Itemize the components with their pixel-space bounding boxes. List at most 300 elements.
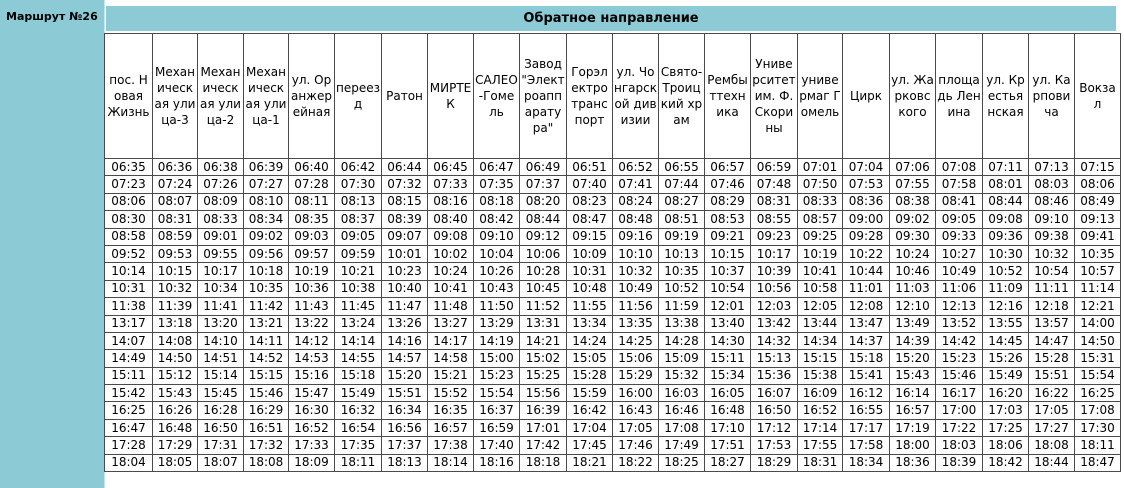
departure-time-cell: 17:10 bbox=[705, 419, 751, 436]
departure-time-cell: 09:52 bbox=[105, 245, 153, 262]
departure-time-cell: 17:51 bbox=[705, 437, 751, 454]
departure-time-cell: 13:49 bbox=[890, 315, 936, 332]
departure-time-cell: 10:52 bbox=[983, 263, 1029, 280]
departure-time-cell: 07:41 bbox=[613, 176, 659, 193]
departure-time-cell: 15:00 bbox=[474, 350, 520, 367]
departure-time-cell: 15:38 bbox=[798, 367, 843, 384]
departure-time-cell: 07:04 bbox=[843, 159, 890, 176]
departure-time-cell: 10:45 bbox=[520, 280, 567, 297]
departure-time-cell: 07:48 bbox=[751, 176, 798, 193]
departure-time-cell: 16:34 bbox=[382, 402, 428, 419]
departure-time-cell: 18:31 bbox=[798, 454, 843, 471]
departure-time-cell: 10:26 bbox=[474, 263, 520, 280]
departure-time-cell: 09:00 bbox=[843, 211, 890, 228]
departure-time-cell: 18:47 bbox=[1075, 454, 1121, 471]
departure-time-cell: 09:07 bbox=[382, 228, 428, 245]
departure-time-cell: 11:42 bbox=[244, 298, 289, 315]
departure-time-cell: 17:28 bbox=[105, 437, 153, 454]
departure-time-cell: 09:02 bbox=[890, 211, 936, 228]
route-label-cell bbox=[0, 0, 105, 488]
departure-time-cell: 15:43 bbox=[153, 385, 198, 402]
departure-time-cell: 15:43 bbox=[890, 367, 936, 384]
departure-time-cell: 15:47 bbox=[289, 385, 335, 402]
departure-time-cell: 18:11 bbox=[1075, 437, 1121, 454]
departure-time-cell: 17:49 bbox=[659, 437, 705, 454]
departure-time-cell: 16:25 bbox=[1075, 385, 1121, 402]
departure-time-cell: 10:14 bbox=[105, 263, 153, 280]
table-row bbox=[105, 437, 1121, 454]
departure-time-cell: 14:51 bbox=[198, 350, 244, 367]
departure-time-cell: 17:55 bbox=[798, 437, 843, 454]
departure-time-cell: 09:59 bbox=[335, 245, 382, 262]
departure-time-cell: 14:47 bbox=[1029, 332, 1075, 349]
departure-time-cell: 09:19 bbox=[659, 228, 705, 245]
departure-time-cell: 15:23 bbox=[936, 350, 983, 367]
departure-time-cell: 10:52 bbox=[659, 280, 705, 297]
departure-time-cell: 11:48 bbox=[428, 298, 474, 315]
departure-time-cell: 13:38 bbox=[659, 315, 705, 332]
departure-time-cell: 13:57 bbox=[1029, 315, 1075, 332]
departure-time-cell: 17:08 bbox=[1075, 402, 1121, 419]
departure-time-cell: 18:16 bbox=[474, 454, 520, 471]
departure-time-cell: 14:19 bbox=[474, 332, 520, 349]
departure-time-cell: 11:38 bbox=[105, 298, 153, 315]
departure-time-cell: 15:52 bbox=[428, 385, 474, 402]
departure-time-cell: 07:44 bbox=[659, 176, 705, 193]
departure-time-cell: 15:18 bbox=[843, 350, 890, 367]
departure-time-cell: 10:41 bbox=[798, 263, 843, 280]
departure-time-cell: 13:52 bbox=[936, 315, 983, 332]
departure-time-cell: 08:55 bbox=[751, 211, 798, 228]
departure-time-cell: 08:16 bbox=[428, 193, 474, 210]
departure-time-cell: 17:00 bbox=[936, 402, 983, 419]
departure-time-cell: 06:39 bbox=[244, 159, 289, 176]
departure-time-cell: 14:25 bbox=[613, 332, 659, 349]
departure-time-cell: 14:16 bbox=[382, 332, 428, 349]
departure-time-cell: 14:37 bbox=[843, 332, 890, 349]
departure-time-cell: 07:27 bbox=[244, 176, 289, 193]
departure-time-cell: 09:21 bbox=[705, 228, 751, 245]
departure-time-cell: 18:09 bbox=[289, 454, 335, 471]
stop-header: Ратон bbox=[382, 34, 428, 159]
departure-time-cell: 17:30 bbox=[1075, 419, 1121, 436]
departure-time-cell: 08:20 bbox=[520, 193, 567, 210]
departure-time-cell: 06:57 bbox=[705, 159, 751, 176]
departure-time-cell: 10:35 bbox=[1075, 245, 1121, 262]
schedule-body bbox=[105, 159, 1121, 472]
departure-time-cell: 14:34 bbox=[798, 332, 843, 349]
departure-time-cell: 10:44 bbox=[843, 263, 890, 280]
departure-time-cell: 10:35 bbox=[659, 263, 705, 280]
table-row bbox=[105, 315, 1121, 332]
departure-time-cell: 15:32 bbox=[659, 367, 705, 384]
departure-time-cell: 17:05 bbox=[613, 419, 659, 436]
departure-time-cell: 14:17 bbox=[428, 332, 474, 349]
departure-time-cell: 08:31 bbox=[751, 193, 798, 210]
departure-time-cell: 08:09 bbox=[198, 193, 244, 210]
departure-time-cell: 18:05 bbox=[153, 454, 198, 471]
departure-time-cell: 10:54 bbox=[705, 280, 751, 297]
departure-time-cell: 10:19 bbox=[798, 245, 843, 262]
departure-time-cell: 07:40 bbox=[567, 176, 613, 193]
table-row bbox=[105, 159, 1121, 176]
departure-time-cell: 10:06 bbox=[520, 245, 567, 262]
table-row bbox=[105, 245, 1121, 262]
departure-time-cell: 06:47 bbox=[474, 159, 520, 176]
departure-time-cell: 09:08 bbox=[428, 228, 474, 245]
departure-time-cell: 18:39 bbox=[936, 454, 983, 471]
departure-time-cell: 09:57 bbox=[289, 245, 335, 262]
departure-time-cell: 09:12 bbox=[520, 228, 567, 245]
stop-header: переезд bbox=[335, 34, 382, 159]
departure-time-cell: 18:11 bbox=[335, 454, 382, 471]
departure-time-cell: 13:40 bbox=[705, 315, 751, 332]
departure-time-cell: 13:20 bbox=[198, 315, 244, 332]
departure-time-cell: 16:05 bbox=[705, 385, 751, 402]
departure-time-cell: 09:15 bbox=[567, 228, 613, 245]
departure-time-cell: 15:13 bbox=[751, 350, 798, 367]
departure-time-cell: 11:47 bbox=[382, 298, 428, 315]
departure-time-cell: 08:48 bbox=[613, 211, 659, 228]
departure-time-cell: 16:59 bbox=[474, 419, 520, 436]
departure-time-cell: 16:56 bbox=[382, 419, 428, 436]
departure-time-cell: 14:12 bbox=[289, 332, 335, 349]
departure-time-cell: 08:07 bbox=[153, 193, 198, 210]
departure-time-cell: 15:02 bbox=[520, 350, 567, 367]
departure-time-cell: 12:21 bbox=[1075, 298, 1121, 315]
departure-time-cell: 13:31 bbox=[520, 315, 567, 332]
departure-time-cell: 18:18 bbox=[520, 454, 567, 471]
departure-time-cell: 10:35 bbox=[244, 280, 289, 297]
departure-time-cell: 09:10 bbox=[474, 228, 520, 245]
departure-time-cell: 10:37 bbox=[705, 263, 751, 280]
departure-time-cell: 14:57 bbox=[382, 350, 428, 367]
departure-time-cell: 08:46 bbox=[1029, 193, 1075, 210]
departure-time-cell: 10:18 bbox=[244, 263, 289, 280]
direction-header: Обратное направление bbox=[106, 6, 1116, 31]
departure-time-cell: 08:41 bbox=[936, 193, 983, 210]
departure-time-cell: 08:42 bbox=[474, 211, 520, 228]
departure-time-cell: 06:59 bbox=[751, 159, 798, 176]
departure-time-cell: 18:25 bbox=[659, 454, 705, 471]
table-row bbox=[105, 263, 1121, 280]
departure-time-cell: 14:39 bbox=[890, 332, 936, 349]
departure-time-cell: 07:15 bbox=[1075, 159, 1121, 176]
departure-time-cell: 10:01 bbox=[382, 245, 428, 262]
departure-time-cell: 15:05 bbox=[567, 350, 613, 367]
stop-header: ул. Карповича bbox=[1029, 34, 1075, 159]
departure-time-cell: 14:50 bbox=[153, 350, 198, 367]
departure-time-cell: 06:42 bbox=[335, 159, 382, 176]
departure-time-cell: 18:34 bbox=[843, 454, 890, 471]
departure-time-cell: 16:20 bbox=[983, 385, 1029, 402]
departure-time-cell: 10:28 bbox=[520, 263, 567, 280]
departure-time-cell: 18:06 bbox=[983, 437, 1029, 454]
departure-time-cell: 10:02 bbox=[428, 245, 474, 262]
stop-header: ул. Чонгарской дивизии bbox=[613, 34, 659, 159]
departure-time-cell: 09:25 bbox=[798, 228, 843, 245]
departure-time-cell: 10:34 bbox=[198, 280, 244, 297]
departure-time-cell: 15:34 bbox=[705, 367, 751, 384]
departure-time-cell: 06:52 bbox=[613, 159, 659, 176]
departure-time-cell: 14:30 bbox=[705, 332, 751, 349]
departure-time-cell: 16:25 bbox=[105, 402, 153, 419]
departure-time-cell: 08:30 bbox=[105, 211, 153, 228]
departure-time-cell: 11:41 bbox=[198, 298, 244, 315]
departure-time-cell: 17:12 bbox=[751, 419, 798, 436]
departure-time-cell: 10:56 bbox=[751, 280, 798, 297]
departure-time-cell: 17:19 bbox=[890, 419, 936, 436]
departure-time-cell: 08:11 bbox=[289, 193, 335, 210]
departure-time-cell: 18:08 bbox=[1029, 437, 1075, 454]
departure-time-cell: 10:23 bbox=[382, 263, 428, 280]
departure-time-cell: 16:57 bbox=[428, 419, 474, 436]
departure-time-cell: 13:42 bbox=[751, 315, 798, 332]
table-row bbox=[105, 332, 1121, 349]
departure-time-cell: 14:28 bbox=[659, 332, 705, 349]
departure-time-cell: 16:30 bbox=[289, 402, 335, 419]
departure-time-cell: 08:35 bbox=[289, 211, 335, 228]
departure-time-cell: 13:26 bbox=[382, 315, 428, 332]
departure-time-cell: 18:14 bbox=[428, 454, 474, 471]
departure-time-cell: 10:41 bbox=[428, 280, 474, 297]
departure-time-cell: 07:58 bbox=[936, 176, 983, 193]
departure-time-cell: 07:37 bbox=[520, 176, 567, 193]
departure-time-cell: 18:27 bbox=[705, 454, 751, 471]
departure-time-cell: 18:22 bbox=[613, 454, 659, 471]
stop-header: САЛЕО-Гомель bbox=[474, 34, 520, 159]
departure-time-cell: 16:09 bbox=[798, 385, 843, 402]
departure-time-cell: 10:57 bbox=[1075, 263, 1121, 280]
departure-time-cell: 18:08 bbox=[244, 454, 289, 471]
departure-time-cell: 08:03 bbox=[1029, 176, 1075, 193]
departure-time-cell: 11:39 bbox=[153, 298, 198, 315]
departure-time-cell: 07:13 bbox=[1029, 159, 1075, 176]
departure-time-cell: 06:55 bbox=[659, 159, 705, 176]
departure-time-cell: 06:35 bbox=[105, 159, 153, 176]
departure-time-cell: 10:17 bbox=[751, 245, 798, 262]
departure-time-cell: 13:17 bbox=[105, 315, 153, 332]
departure-time-cell: 15:42 bbox=[105, 385, 153, 402]
table-row bbox=[105, 385, 1121, 402]
stop-header-row bbox=[105, 34, 1121, 159]
departure-time-cell: 16:47 bbox=[105, 419, 153, 436]
departure-time-cell: 10:32 bbox=[153, 280, 198, 297]
departure-time-cell: 11:43 bbox=[289, 298, 335, 315]
stop-header: Рембыттехника bbox=[705, 34, 751, 159]
departure-time-cell: 09:53 bbox=[153, 245, 198, 262]
departure-time-cell: 10:48 bbox=[567, 280, 613, 297]
departure-time-cell: 10:36 bbox=[289, 280, 335, 297]
departure-time-cell: 18:36 bbox=[890, 454, 936, 471]
stop-header: пос. Новая Жизнь bbox=[105, 34, 153, 159]
departure-time-cell: 17:38 bbox=[428, 437, 474, 454]
departure-time-cell: 08:51 bbox=[659, 211, 705, 228]
stop-header: Механическая улица-1 bbox=[244, 34, 289, 159]
table-row bbox=[105, 350, 1121, 367]
departure-time-cell: 15:15 bbox=[798, 350, 843, 367]
departure-time-cell: 07:08 bbox=[936, 159, 983, 176]
departure-time-cell: 17:46 bbox=[613, 437, 659, 454]
stop-header: Горэлектротранспорт bbox=[567, 34, 613, 159]
departure-time-cell: 15:23 bbox=[474, 367, 520, 384]
stop-header: ул. Оранжерейная bbox=[289, 34, 335, 159]
departure-time-cell: 14:21 bbox=[520, 332, 567, 349]
departure-time-cell: 15:36 bbox=[751, 367, 798, 384]
departure-time-cell: 13:21 bbox=[244, 315, 289, 332]
departure-time-cell: 08:36 bbox=[843, 193, 890, 210]
departure-time-cell: 17:32 bbox=[244, 437, 289, 454]
departure-time-cell: 08:39 bbox=[382, 211, 428, 228]
departure-time-cell: 08:33 bbox=[198, 211, 244, 228]
stop-header: площадь Ленина bbox=[936, 34, 983, 159]
stop-header: Вокзал bbox=[1075, 34, 1121, 159]
departure-time-cell: 09:02 bbox=[244, 228, 289, 245]
departure-time-cell: 10:46 bbox=[890, 263, 936, 280]
departure-time-cell: 12:05 bbox=[798, 298, 843, 315]
departure-time-cell: 10:31 bbox=[105, 280, 153, 297]
departure-time-cell: 07:53 bbox=[843, 176, 890, 193]
departure-time-cell: 15:18 bbox=[335, 367, 382, 384]
departure-time-cell: 15:14 bbox=[198, 367, 244, 384]
departure-time-cell: 17:29 bbox=[153, 437, 198, 454]
departure-time-cell: 15:20 bbox=[382, 367, 428, 384]
departure-time-cell: 16:43 bbox=[613, 402, 659, 419]
departure-time-cell: 10:22 bbox=[843, 245, 890, 262]
departure-time-cell: 08:33 bbox=[798, 193, 843, 210]
departure-time-cell: 12:16 bbox=[983, 298, 1029, 315]
departure-time-cell: 08:06 bbox=[1075, 176, 1121, 193]
departure-time-cell: 07:23 bbox=[105, 176, 153, 193]
departure-time-cell: 15:11 bbox=[105, 367, 153, 384]
departure-time-cell: 14:24 bbox=[567, 332, 613, 349]
departure-time-cell: 08:18 bbox=[474, 193, 520, 210]
departure-time-cell: 10:19 bbox=[289, 263, 335, 280]
departure-time-cell: 10:21 bbox=[335, 263, 382, 280]
departure-time-cell: 16:12 bbox=[843, 385, 890, 402]
departure-time-cell: 16:55 bbox=[843, 402, 890, 419]
departure-time-cell: 10:54 bbox=[1029, 263, 1075, 280]
departure-time-cell: 08:57 bbox=[798, 211, 843, 228]
departure-time-cell: 10:31 bbox=[567, 263, 613, 280]
departure-time-cell: 13:55 bbox=[983, 315, 1029, 332]
departure-time-cell: 08:31 bbox=[153, 211, 198, 228]
departure-time-cell: 14:00 bbox=[1075, 315, 1121, 332]
departure-time-cell: 14:32 bbox=[751, 332, 798, 349]
departure-time-cell: 09:56 bbox=[244, 245, 289, 262]
departure-time-cell: 11:09 bbox=[983, 280, 1029, 297]
departure-time-cell: 16:29 bbox=[244, 402, 289, 419]
table-row bbox=[105, 176, 1121, 193]
departure-time-cell: 14:52 bbox=[244, 350, 289, 367]
departure-time-cell: 08:40 bbox=[428, 211, 474, 228]
departure-time-cell: 16:48 bbox=[705, 402, 751, 419]
departure-time-cell: 15:11 bbox=[705, 350, 751, 367]
departure-time-cell: 09:55 bbox=[198, 245, 244, 262]
departure-time-cell: 13:47 bbox=[843, 315, 890, 332]
departure-time-cell: 15:09 bbox=[659, 350, 705, 367]
departure-time-cell: 08:59 bbox=[153, 228, 198, 245]
departure-time-cell: 15:46 bbox=[936, 367, 983, 384]
departure-time-cell: 12:10 bbox=[890, 298, 936, 315]
departure-time-cell: 07:32 bbox=[382, 176, 428, 193]
departure-time-cell: 17:08 bbox=[659, 419, 705, 436]
departure-time-cell: 08:06 bbox=[105, 193, 153, 210]
departure-time-cell: 15:45 bbox=[198, 385, 244, 402]
departure-time-cell: 15:41 bbox=[843, 367, 890, 384]
departure-time-cell: 16:50 bbox=[751, 402, 798, 419]
departure-time-cell: 09:13 bbox=[1075, 211, 1121, 228]
departure-time-cell: 11:01 bbox=[843, 280, 890, 297]
departure-time-cell: 11:52 bbox=[520, 298, 567, 315]
stop-header: Механическая улица-2 bbox=[198, 34, 244, 159]
departure-time-cell: 08:01 bbox=[983, 176, 1029, 193]
departure-time-cell: 17:14 bbox=[798, 419, 843, 436]
departure-time-cell: 11:56 bbox=[613, 298, 659, 315]
departure-time-cell: 16:52 bbox=[289, 419, 335, 436]
departure-time-cell: 09:28 bbox=[843, 228, 890, 245]
departure-time-cell: 11:59 bbox=[659, 298, 705, 315]
departure-time-cell: 10:58 bbox=[798, 280, 843, 297]
departure-time-cell: 08:24 bbox=[613, 193, 659, 210]
departure-time-cell: 15:51 bbox=[1029, 367, 1075, 384]
departure-time-cell: 15:51 bbox=[382, 385, 428, 402]
table-row bbox=[105, 402, 1121, 419]
departure-time-cell: 14:07 bbox=[105, 332, 153, 349]
departure-time-cell: 15:15 bbox=[244, 367, 289, 384]
departure-time-cell: 16:48 bbox=[153, 419, 198, 436]
departure-time-cell: 09:03 bbox=[289, 228, 335, 245]
departure-time-cell: 09:36 bbox=[983, 228, 1029, 245]
departure-time-cell: 15:54 bbox=[1075, 367, 1121, 384]
departure-time-cell: 14:49 bbox=[105, 350, 153, 367]
departure-time-cell: 15:16 bbox=[289, 367, 335, 384]
departure-time-cell: 08:47 bbox=[567, 211, 613, 228]
table-row bbox=[105, 280, 1121, 297]
departure-time-cell: 18:44 bbox=[1029, 454, 1075, 471]
departure-time-cell: 08:29 bbox=[705, 193, 751, 210]
departure-time-cell: 17:40 bbox=[474, 437, 520, 454]
departure-time-cell: 09:05 bbox=[936, 211, 983, 228]
departure-time-cell: 11:11 bbox=[1029, 280, 1075, 297]
departure-time-cell: 09:01 bbox=[198, 228, 244, 245]
departure-time-cell: 17:53 bbox=[751, 437, 798, 454]
departure-time-cell: 15:49 bbox=[335, 385, 382, 402]
departure-time-cell: 10:10 bbox=[613, 245, 659, 262]
departure-time-cell: 06:40 bbox=[289, 159, 335, 176]
departure-time-cell: 16:46 bbox=[659, 402, 705, 419]
departure-time-cell: 11:45 bbox=[335, 298, 382, 315]
table-row bbox=[105, 193, 1121, 210]
departure-time-cell: 15:49 bbox=[983, 367, 1029, 384]
departure-time-cell: 14:10 bbox=[198, 332, 244, 349]
departure-time-cell: 15:56 bbox=[520, 385, 567, 402]
departure-time-cell: 17:31 bbox=[198, 437, 244, 454]
stop-header: Университет им. Ф. Скорины bbox=[751, 34, 798, 159]
departure-time-cell: 16:51 bbox=[244, 419, 289, 436]
departure-time-cell: 07:33 bbox=[428, 176, 474, 193]
departure-time-cell: 16:54 bbox=[335, 419, 382, 436]
departure-time-cell: 17:33 bbox=[289, 437, 335, 454]
departure-time-cell: 18:29 bbox=[751, 454, 798, 471]
departure-time-cell: 07:46 bbox=[705, 176, 751, 193]
departure-time-cell: 15:12 bbox=[153, 367, 198, 384]
departure-time-cell: 07:06 bbox=[890, 159, 936, 176]
departure-time-cell: 10:15 bbox=[153, 263, 198, 280]
departure-time-cell: 17:04 bbox=[567, 419, 613, 436]
departure-time-cell: 17:27 bbox=[1029, 419, 1075, 436]
stop-header: ул. Жарковского bbox=[890, 34, 936, 159]
